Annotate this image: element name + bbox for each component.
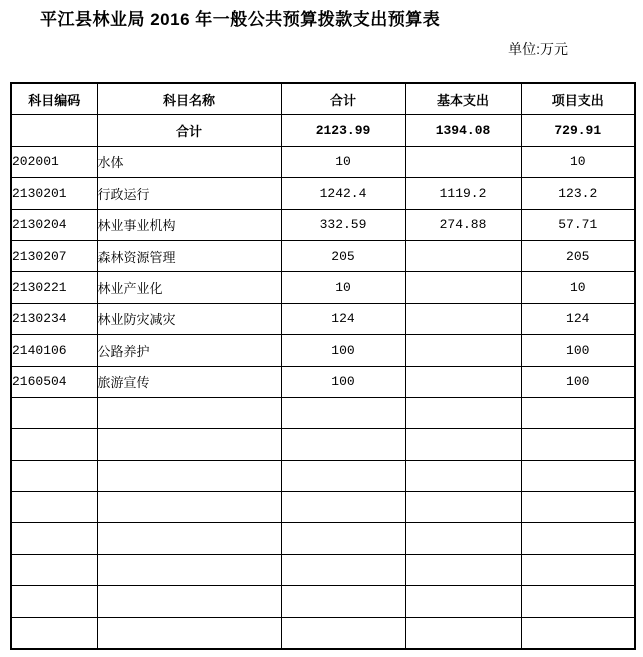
subject-name-cell: 森林资源管理 — [97, 240, 281, 271]
basic-expenditure-cell — [405, 492, 521, 523]
subject-code-cell: 2130221 — [11, 272, 97, 303]
project-expenditure-cell: 729.91 — [521, 115, 635, 146]
subject-name-cell — [97, 617, 281, 649]
total-cell: 100 — [281, 335, 405, 366]
project-expenditure-cell — [521, 523, 635, 554]
total-row — [11, 115, 635, 146]
project-expenditure-cell: 100 — [521, 366, 635, 397]
column-header-total: 合计 — [281, 83, 405, 115]
subject-code-cell: 2130207 — [11, 240, 97, 271]
project-expenditure-cell — [521, 397, 635, 428]
project-expenditure-cell — [521, 492, 635, 523]
empty-row — [11, 429, 635, 460]
basic-expenditure-cell — [405, 523, 521, 554]
total-cell — [281, 492, 405, 523]
subject-name-cell: 林业防灾减灾 — [97, 303, 281, 334]
total-cell: 10 — [281, 272, 405, 303]
total-cell: 205 — [281, 240, 405, 271]
project-expenditure-cell — [521, 554, 635, 585]
basic-expenditure-cell — [405, 429, 521, 460]
total-cell — [281, 586, 405, 617]
subject-code-cell: 2130201 — [11, 178, 97, 209]
empty-row — [11, 554, 635, 585]
empty-row — [11, 460, 635, 491]
subject-code-cell: 2130204 — [11, 209, 97, 240]
subject-code-cell — [11, 586, 97, 617]
subject-name-cell — [97, 554, 281, 585]
empty-row — [11, 492, 635, 523]
empty-row — [11, 617, 635, 649]
project-expenditure-cell — [521, 460, 635, 491]
basic-expenditure-cell — [405, 303, 521, 334]
project-expenditure-cell: 10 — [521, 272, 635, 303]
total-cell — [281, 460, 405, 491]
total-cell: 10 — [281, 146, 405, 177]
basic-expenditure-cell: 274.88 — [405, 209, 521, 240]
project-expenditure-cell: 205 — [521, 240, 635, 271]
subject-code-cell — [11, 492, 97, 523]
subject-code-cell: 2160504 — [11, 366, 97, 397]
basic-expenditure-cell — [405, 586, 521, 617]
project-expenditure-cell: 10 — [521, 146, 635, 177]
table-row — [11, 240, 635, 271]
column-header-basic-expenditure: 基本支出 — [405, 83, 521, 115]
column-header-subject-code: 科目编码 — [11, 83, 97, 115]
total-cell — [281, 397, 405, 428]
table-row — [11, 303, 635, 334]
subject-name-cell — [97, 523, 281, 554]
basic-expenditure-cell — [405, 554, 521, 585]
subject-name-cell: 水体 — [97, 146, 281, 177]
subject-code-cell — [11, 523, 97, 554]
subject-code-cell: 202001 — [11, 146, 97, 177]
subject-name-cell: 行政运行 — [97, 178, 281, 209]
subject-name-cell: 公路养护 — [97, 335, 281, 366]
subject-code-cell — [11, 554, 97, 585]
subject-code-cell — [11, 115, 97, 146]
subject-code-cell — [11, 429, 97, 460]
subject-code-cell — [11, 617, 97, 649]
total-cell — [281, 429, 405, 460]
subject-code-cell — [11, 460, 97, 491]
basic-expenditure-cell — [405, 617, 521, 649]
total-cell — [281, 523, 405, 554]
total-cell: 332.59 — [281, 209, 405, 240]
table-row — [11, 272, 635, 303]
table-row — [11, 146, 635, 177]
total-cell: 2123.99 — [281, 115, 405, 146]
project-expenditure-cell: 100 — [521, 335, 635, 366]
basic-expenditure-cell — [405, 397, 521, 428]
subject-name-cell — [97, 492, 281, 523]
table-row — [11, 335, 635, 366]
column-header-project-expenditure: 项目支出 — [521, 83, 635, 115]
subject-name-cell: 合计 — [97, 115, 281, 146]
header-row — [11, 83, 635, 115]
subject-name-cell: 林业产业化 — [97, 272, 281, 303]
subject-name-cell: 旅游宣传 — [97, 366, 281, 397]
column-header-subject-name: 科目名称 — [97, 83, 281, 115]
project-expenditure-cell: 123.2 — [521, 178, 635, 209]
basic-expenditure-cell: 1394.08 — [405, 115, 521, 146]
basic-expenditure-cell — [405, 460, 521, 491]
subject-name-cell — [97, 586, 281, 617]
page-title: 平江县林业局 2016 年一般公共预算拨款支出预算表 — [40, 10, 441, 29]
project-expenditure-cell: 57.71 — [521, 209, 635, 240]
basic-expenditure-cell: 1119.2 — [405, 178, 521, 209]
basic-expenditure-cell — [405, 240, 521, 271]
subject-name-cell — [97, 429, 281, 460]
table-row — [11, 178, 635, 209]
empty-row — [11, 586, 635, 617]
total-cell: 1242.4 — [281, 178, 405, 209]
project-expenditure-cell — [521, 617, 635, 649]
basic-expenditure-cell — [405, 272, 521, 303]
unit-label: 单位:万元 — [508, 41, 568, 57]
empty-row — [11, 523, 635, 554]
subject-code-cell: 2140106 — [11, 335, 97, 366]
subject-name-cell — [97, 460, 281, 491]
empty-row — [11, 397, 635, 428]
basic-expenditure-cell — [405, 146, 521, 177]
subject-name-cell — [97, 397, 281, 428]
subject-code-cell: 2130234 — [11, 303, 97, 334]
table-row — [11, 366, 635, 397]
total-cell — [281, 617, 405, 649]
total-cell — [281, 554, 405, 585]
budget-table — [10, 82, 636, 650]
table-row — [11, 209, 635, 240]
total-cell: 100 — [281, 366, 405, 397]
project-expenditure-cell: 124 — [521, 303, 635, 334]
total-cell: 124 — [281, 303, 405, 334]
project-expenditure-cell — [521, 429, 635, 460]
basic-expenditure-cell — [405, 335, 521, 366]
subject-name-cell: 林业事业机构 — [97, 209, 281, 240]
project-expenditure-cell — [521, 586, 635, 617]
basic-expenditure-cell — [405, 366, 521, 397]
subject-code-cell — [11, 397, 97, 428]
